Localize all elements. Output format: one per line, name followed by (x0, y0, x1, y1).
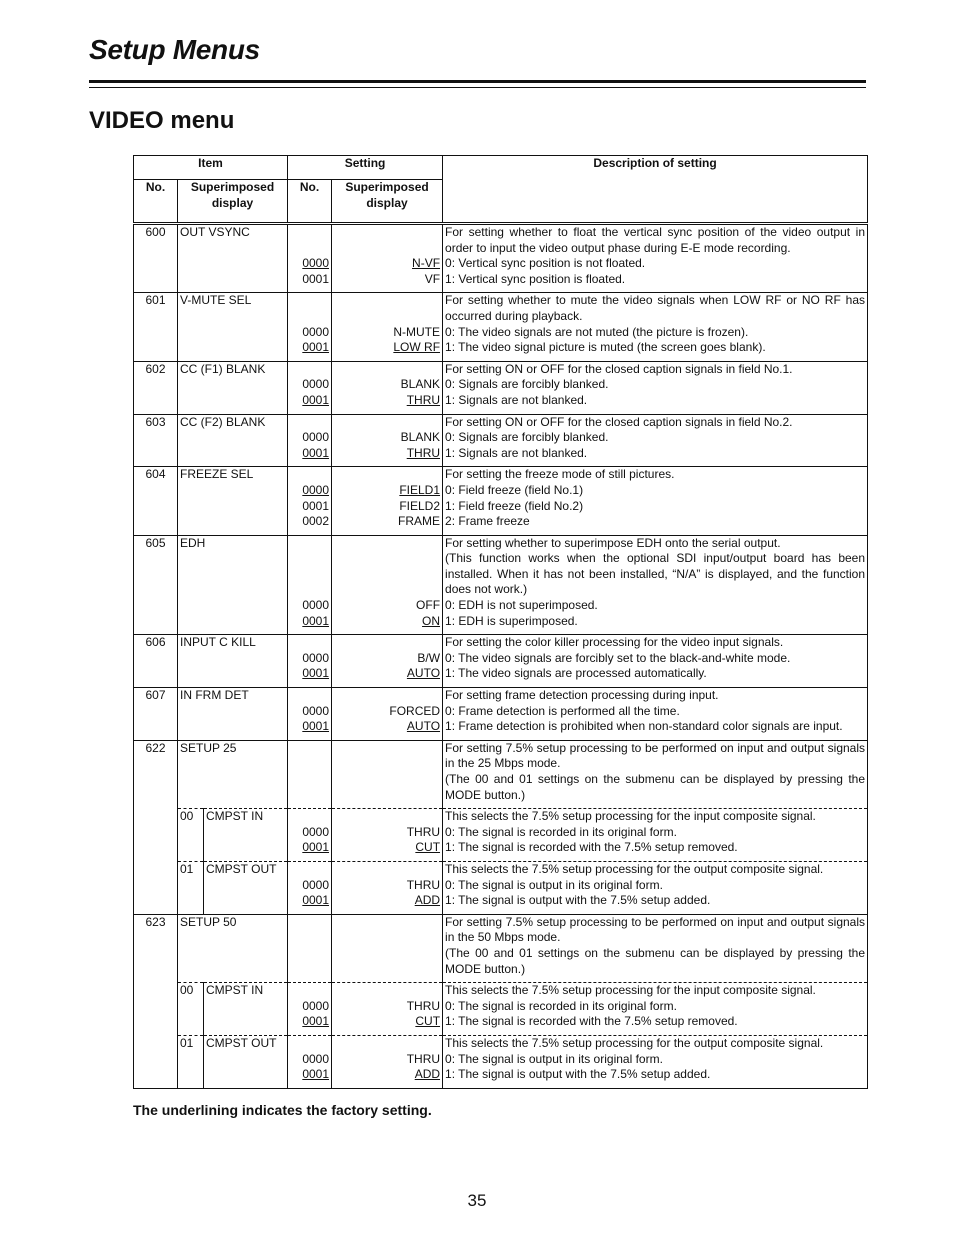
item-no-text: 603 (145, 414, 166, 429)
setting-option-no: 0001 (302, 719, 330, 734)
menu-row (134, 293, 868, 356)
submenu-display-text: CMPST IN (206, 809, 264, 824)
setting-option-text: 1: The signal is output with the 7.5% setup added. (445, 893, 711, 908)
item-display (178, 414, 288, 461)
setting-description (443, 861, 868, 908)
item-no-text: 606 (145, 635, 166, 650)
setting-option-display: THRU (406, 1051, 441, 1066)
setting-option-display: FORCED (389, 703, 441, 718)
setting-option-display: FIELD1 (399, 482, 441, 497)
setting-option-text: 0: The signal is output in its original form. (445, 1051, 663, 1066)
setting-option-text: 0: Field freeze (field No.1) (445, 482, 584, 497)
setting-display (332, 1035, 443, 1082)
description-text (445, 688, 865, 704)
setting-option-display: OFF (416, 598, 441, 613)
setting-option-no: 0001 (302, 498, 330, 513)
setting-display-spacer (334, 915, 440, 977)
setting-option-text: 0: The signal is recorded in its original form. (445, 998, 677, 1013)
setting-option-text: 0: The signal is recorded in its original form. (445, 824, 677, 839)
setting-option-display: THRU (406, 998, 441, 1013)
item-no-text: 602 (145, 361, 166, 376)
setting-no-spacer (290, 1036, 329, 1052)
setting-display-spacer (334, 415, 440, 431)
description-text (445, 1036, 865, 1052)
setting-no (288, 740, 332, 803)
setting-display-spacer (334, 362, 440, 378)
header-description: Description of setting (443, 156, 868, 224)
description-text (445, 809, 865, 825)
item-no-text: 600 (145, 225, 166, 239)
item-no (134, 467, 178, 530)
item-display-text: FREEZE SEL (180, 467, 254, 482)
setting-option-text: 0: The video signals are forcibly set to the black-and-white mode. (445, 650, 791, 665)
submenu-row (134, 983, 868, 1030)
title-rule-thick (89, 80, 866, 83)
description-paragraph: For setting frame detection processing during input. (445, 688, 719, 703)
setting-option-text: 1: The signal is recorded with the 7.5% setup removed. (445, 840, 738, 855)
item-no (134, 535, 178, 629)
description-text (445, 225, 865, 256)
setting-description (443, 1035, 868, 1082)
setting-option-text: 1: Signals are not blanked. (445, 392, 588, 407)
setting-display (332, 861, 443, 908)
setting-no (288, 224, 332, 288)
item-no (134, 688, 178, 735)
item-display-text: CC (F2) BLANK (180, 414, 266, 429)
item-display (178, 635, 288, 682)
setting-option-no: 0000 (302, 998, 330, 1013)
setting-no (288, 635, 332, 682)
submenu-no (178, 809, 204, 856)
item-no (134, 293, 178, 356)
setting-display (332, 809, 443, 856)
setting-option-text: 2: Frame freeze (445, 514, 530, 529)
item-no-text: 623 (145, 914, 166, 929)
submenu-display (204, 983, 288, 1030)
setting-option-no: 0000 (302, 324, 330, 339)
setting-display-spacer (334, 536, 440, 598)
submenu-no (178, 1035, 204, 1082)
setting-display (332, 983, 443, 1030)
menu-row (134, 635, 868, 682)
setting-option-text: 0: Signals are forcibly blanked. (445, 377, 609, 392)
setting-option-display: ON (422, 613, 441, 628)
description-paragraph: For setting the freeze mode of still pictures. (445, 467, 675, 482)
menu-row (134, 914, 868, 977)
item-no (134, 861, 178, 908)
setting-display (332, 467, 443, 530)
setting-display-spacer (334, 293, 440, 324)
submenu-no (178, 983, 204, 1030)
setting-option-text: 0: The signal is output in its original form. (445, 877, 663, 892)
description-paragraph: For setting 7.5% setup processing to be performed on input and output signals in the 50 Mbps mode. (445, 914, 866, 945)
item-display (178, 688, 288, 735)
description-text (445, 741, 865, 803)
item-no-text: 622 (145, 740, 166, 755)
setting-option-text: 1: The signal is recorded with the 7.5% setup removed. (445, 1014, 738, 1029)
item-display-text: INPUT C KILL (180, 635, 256, 650)
setting-display (332, 535, 443, 629)
setting-option-display: CUT (415, 1014, 441, 1029)
setting-option-display: AUTO (406, 666, 441, 681)
item-display (178, 224, 288, 288)
description-text (445, 293, 865, 324)
setting-no-spacer (290, 225, 329, 256)
setting-no-spacer (290, 862, 329, 878)
setting-option-display: ADD (414, 1067, 441, 1082)
submenu-no-text: 00 (180, 809, 194, 824)
setting-no (288, 1035, 332, 1082)
video-menu-table (133, 155, 868, 1089)
header-setting: Setting (288, 156, 443, 180)
setting-option-text: 1: Vertical sync position is floated. (445, 271, 626, 286)
title-rule-thin (89, 87, 866, 88)
menu-body (134, 224, 868, 1089)
setting-option-text: 0: EDH is not superimposed. (445, 598, 598, 613)
setting-display-spacer (334, 467, 440, 483)
setting-option-no: 0002 (302, 514, 330, 529)
setting-no (288, 293, 332, 356)
item-display (178, 467, 288, 530)
setting-option-no: 0001 (302, 893, 330, 908)
submenu-no-text: 00 (180, 983, 194, 998)
setting-display-spacer (334, 1036, 440, 1052)
submenu-display-text: CMPST OUT (206, 1035, 277, 1050)
footnote: The underlining indicates the factory setting. (133, 1102, 432, 1118)
section-title: VIDEO menu (89, 107, 235, 134)
setting-option-no: 0000 (302, 824, 330, 839)
setting-option-no: 0000 (302, 598, 330, 613)
setting-description (443, 361, 868, 408)
setting-no-spacer (290, 415, 329, 431)
setting-option-no: 0000 (302, 482, 330, 497)
menu-row (134, 467, 868, 530)
setting-no-spacer (290, 362, 329, 378)
item-display-text: SETUP 25 (180, 740, 237, 755)
submenu-display (204, 809, 288, 856)
setting-description (443, 467, 868, 530)
setting-display (332, 293, 443, 356)
submenu-row (134, 1035, 868, 1082)
setting-option-display: B/W (417, 650, 441, 665)
setting-option-text: 1: The video signal picture is muted (the screen goes blank). (445, 340, 766, 355)
description-paragraph: For setting 7.5% setup processing to be performed on input and output signals in the 25 Mbps mode. (445, 740, 866, 771)
description-paragraph: For setting whether to superimpose EDH onto the serial output. (445, 535, 781, 550)
setting-option-display: THRU (406, 445, 441, 460)
setting-option-display: BLANK (400, 430, 441, 445)
submenu-display (204, 861, 288, 908)
item-display-text: OUT VSYNC (180, 225, 250, 239)
item-display-text: CC (F1) BLANK (180, 361, 266, 376)
table-bottom-border (134, 1088, 868, 1089)
item-no (134, 809, 178, 856)
setting-no-spacer (290, 915, 329, 977)
submenu-no-text: 01 (180, 861, 194, 876)
setting-description (443, 293, 868, 356)
item-display-text: IN FRM DET (180, 688, 249, 703)
setting-option-text: 1: Frame detection is prohibited when non-standard color signals are input. (445, 719, 843, 734)
submenu-display-text: CMPST IN (206, 983, 264, 998)
setting-option-display: LOW RF (393, 340, 441, 355)
item-display-text: V-MUTE SEL (180, 293, 252, 308)
setting-option-no: 0001 (302, 445, 330, 460)
item-no-text: 605 (145, 535, 166, 550)
setting-no-spacer (290, 983, 329, 999)
item-no (134, 914, 178, 977)
page-title: Setup Menus (89, 34, 260, 65)
header-setting-display: Superimposed display (332, 180, 443, 224)
submenu-display-text: CMPST OUT (206, 861, 277, 876)
item-no-text: 607 (145, 688, 166, 703)
setting-option-no: 0000 (302, 256, 330, 271)
setting-no-spacer (290, 467, 329, 483)
setting-option-text: 1: The video signals are processed automatically. (445, 666, 707, 681)
setting-description (443, 635, 868, 682)
item-no (134, 414, 178, 461)
header-item: Item (134, 156, 288, 180)
description-paragraph: For setting whether to mute the video signals when LOW RF or NO RF has occurred during playback. (445, 293, 866, 323)
setting-option-text: 1: EDH is superimposed. (445, 613, 578, 628)
item-display (178, 914, 288, 977)
setting-description (443, 740, 868, 803)
setting-option-text: 0: Signals are forcibly blanked. (445, 430, 609, 445)
setting-option-display: CUT (415, 840, 441, 855)
header-setting-no: No. (288, 180, 332, 224)
description-text (445, 635, 865, 651)
description-paragraph: For setting whether to float the vertical sync position of the video output in order to input the video output phase during E-E mode recording. (445, 225, 866, 255)
setting-option-display: FRAME (398, 514, 441, 529)
setting-option-text: 0: The video signals are not muted (the picture is frozen). (445, 324, 749, 339)
setting-option-no: 0001 (302, 271, 330, 286)
setting-option-display: THRU (406, 824, 441, 839)
setting-no (288, 809, 332, 856)
item-no-text: 604 (145, 467, 166, 482)
setting-display-spacer (334, 862, 440, 878)
setting-option-display: N-MUTE (393, 324, 441, 339)
description-text (445, 362, 865, 378)
item-display (178, 361, 288, 408)
menu-row (134, 361, 868, 408)
setting-option-no: 0000 (302, 377, 330, 392)
setting-no-spacer (290, 536, 329, 598)
setting-option-display: VF (424, 271, 441, 286)
setting-option-no: 0000 (302, 1051, 330, 1066)
setting-option-no: 0001 (302, 840, 330, 855)
item-display (178, 740, 288, 803)
setting-display (332, 688, 443, 735)
submenu-no-text: 01 (180, 1035, 194, 1050)
setting-option-display: THRU (406, 392, 441, 407)
setting-option-no: 0001 (302, 1014, 330, 1029)
setting-display (332, 224, 443, 288)
description-paragraph: (The 00 and 01 settings on the submenu can be displayed by pressing the MODE button.) (445, 945, 866, 976)
item-no (134, 361, 178, 408)
setting-display (332, 914, 443, 977)
item-display (178, 293, 288, 356)
setting-no (288, 914, 332, 977)
setting-display-spacer (334, 741, 440, 803)
setting-option-no: 0000 (302, 703, 330, 718)
menu-row (134, 224, 868, 288)
item-no (134, 1035, 178, 1082)
submenu-display (204, 1035, 288, 1082)
item-display-text: SETUP 50 (180, 914, 237, 929)
setting-option-text: 0: Vertical sync position is not floated. (445, 256, 646, 271)
setting-no (288, 467, 332, 530)
submenu-row (134, 861, 868, 908)
setting-display (332, 635, 443, 682)
menu-row (134, 535, 868, 629)
setting-no (288, 688, 332, 735)
item-display-text: EDH (180, 535, 206, 550)
setting-option-display: THRU (406, 877, 441, 892)
setting-description (443, 414, 868, 461)
item-no (134, 635, 178, 682)
setting-display-spacer (334, 688, 440, 704)
setting-display (332, 414, 443, 461)
description-text (445, 536, 865, 598)
setting-description (443, 535, 868, 629)
item-no (134, 740, 178, 803)
setting-description (443, 809, 868, 856)
item-no (134, 983, 178, 1030)
setting-option-text: 1: Field freeze (field No.2) (445, 498, 584, 513)
description-text (445, 862, 865, 878)
description-paragraph: (The 00 and 01 settings on the submenu can be displayed by pressing the MODE button.) (445, 772, 866, 802)
submenu-row (134, 809, 868, 856)
item-no (134, 224, 178, 288)
description-paragraph: This selects the 7.5% setup processing for the output composite signal. (445, 861, 824, 876)
setting-option-display: FIELD2 (399, 498, 441, 513)
setting-description (443, 983, 868, 1030)
description-text (445, 983, 865, 999)
setting-no (288, 861, 332, 908)
setting-option-no: 0001 (302, 666, 330, 681)
menu-row (134, 688, 868, 735)
header-item-no: No. (134, 180, 178, 224)
setting-option-no: 0001 (302, 1067, 330, 1082)
setting-option-no: 0000 (302, 877, 330, 892)
description-paragraph: This selects the 7.5% setup processing for the input composite signal. (445, 983, 816, 998)
setting-option-no: 0001 (302, 392, 330, 407)
description-paragraph: This selects the 7.5% setup processing for the input composite signal. (445, 809, 816, 824)
setting-no-spacer (290, 688, 329, 704)
setting-no (288, 535, 332, 629)
item-no-text: 601 (145, 293, 166, 308)
setting-display-spacer (334, 983, 440, 999)
setting-no-spacer (290, 635, 329, 651)
setting-display-spacer (334, 635, 440, 651)
setting-no-spacer (290, 809, 329, 825)
description-paragraph: This selects the 7.5% setup processing for the output composite signal. (445, 1035, 824, 1050)
setting-no (288, 414, 332, 461)
setting-display-spacer (334, 809, 440, 825)
menu-row (134, 414, 868, 461)
setting-option-display: AUTO (406, 719, 441, 734)
description-text (445, 467, 865, 483)
setting-description (443, 224, 868, 288)
setting-option-text: 0: Frame detection is performed all the time. (445, 703, 680, 718)
bottom-border-cell (134, 1088, 868, 1089)
setting-no-spacer (290, 741, 329, 803)
description-text (445, 415, 865, 431)
setting-option-text: 1: The signal is output with the 7.5% setup added. (445, 1067, 711, 1082)
setting-option-display: N-VF (412, 256, 441, 271)
description-paragraph: For setting ON or OFF for the closed caption signals in field No.1. (445, 361, 793, 376)
setting-description (443, 914, 868, 977)
setting-option-no: 0000 (302, 430, 330, 445)
menu-row (134, 740, 868, 803)
setting-no (288, 983, 332, 1030)
item-display (178, 535, 288, 629)
setting-option-no: 0001 (302, 613, 330, 628)
header-item-display: Superimposed display (178, 180, 288, 224)
submenu-no (178, 861, 204, 908)
setting-display (332, 740, 443, 803)
description-text (445, 915, 865, 977)
setting-option-no: 0001 (302, 340, 330, 355)
setting-option-no: 0000 (302, 650, 330, 665)
setting-option-text: 1: Signals are not blanked. (445, 445, 588, 460)
setting-display (332, 361, 443, 408)
setting-option-display: BLANK (400, 377, 441, 392)
page-number: 35 (467, 1191, 487, 1210)
description-paragraph: For setting ON or OFF for the closed caption signals in field No.2. (445, 414, 793, 429)
setting-no (288, 361, 332, 408)
setting-description (443, 688, 868, 735)
setting-display-spacer (334, 225, 440, 256)
description-paragraph: (This function works when the optional SDI input/output board has been installed. When it has not been installed, “N/A” is displayed, and the function does not work.) (445, 551, 866, 597)
setting-no-spacer (290, 293, 329, 324)
description-paragraph: For setting the color killer processing for the video input signals. (445, 635, 784, 650)
setting-option-display: ADD (414, 893, 441, 908)
